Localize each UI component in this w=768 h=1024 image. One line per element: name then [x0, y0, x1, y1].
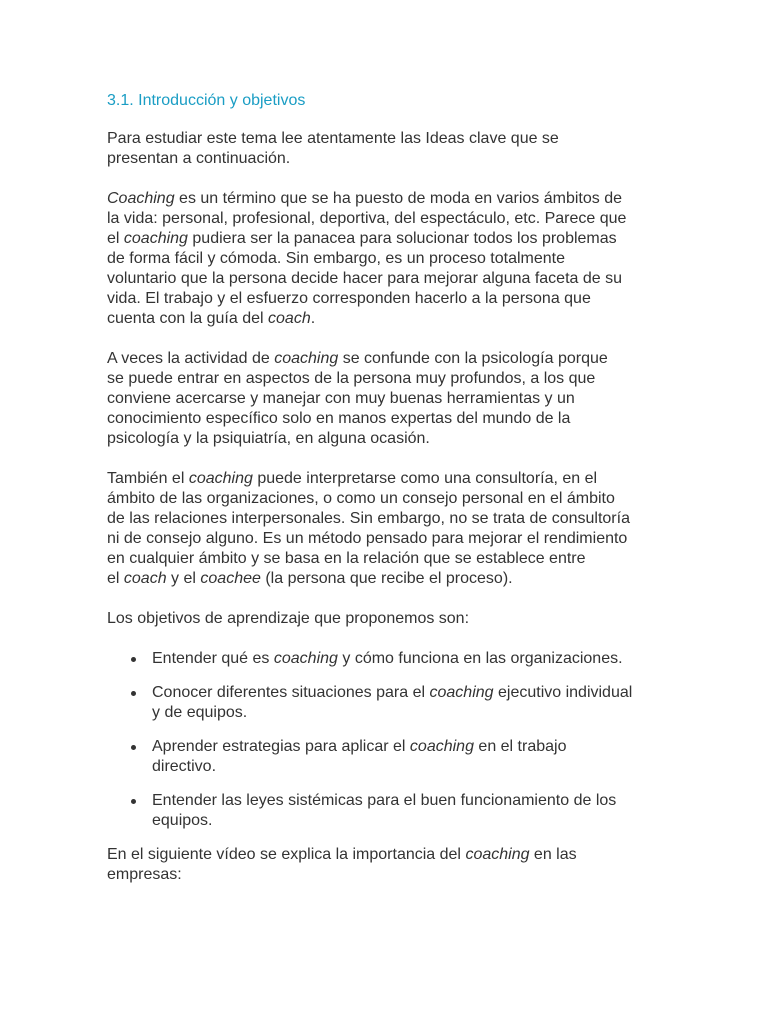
paragraph-line: ni de consejo alguno. Es un método pensado para mejorar el rendimiento — [107, 530, 628, 547]
coaching-definition-paragraph — [107, 189, 667, 329]
paragraph-line: de forma fácil y cómoda. Sin embargo, es un proceso totalmente — [107, 250, 566, 267]
document-content — [107, 91, 667, 905]
paragraph-line: en cualquier ámbito y se basa en la relación que se establece entre — [107, 550, 586, 567]
paragraph-line: voluntario que la persona decide hacer para mejorar alguna faceta de su — [107, 270, 622, 287]
intro-paragraph — [107, 129, 667, 169]
paragraph-line: psicología y la psiquiatría, en alguna ocasión. — [107, 430, 430, 447]
objectives-list — [107, 649, 667, 831]
paragraph-line: empresas: — [107, 866, 182, 883]
italic-term: coaching — [429, 684, 494, 701]
italic-term: coach — [123, 570, 167, 587]
paragraph-line: ámbito de las organizaciones, o como un consejo personal en el ámbito — [107, 490, 615, 507]
paragraph-line: A veces la actividad de coaching se confunde con la psicología porque — [107, 350, 608, 367]
italic-term: coach — [268, 310, 311, 327]
psychology-paragraph — [107, 349, 667, 449]
paragraph-line: vida. El trabajo y el esfuerzo corresponden hacerlo a la persona que — [107, 290, 591, 307]
italic-term: coaching — [273, 650, 338, 667]
italic-term: coaching — [123, 230, 188, 247]
list-item: Aprender estrategias para aplicar el coaching en el trabajo directivo. — [152, 737, 667, 777]
intro-line: presentan a continuación. — [107, 150, 291, 167]
list-item: Conocer diferentes situaciones para el coaching ejecutivo individual y de equipos. — [152, 683, 667, 723]
italic-term: coachee — [200, 570, 261, 587]
consulting-paragraph — [107, 469, 667, 589]
paragraph-line: Coaching es un término que se ha puesto de moda en varios ámbitos de — [107, 190, 622, 207]
section-heading: 3.1. Introducción y objetivos — [107, 92, 306, 109]
italic-term: coaching — [274, 350, 339, 367]
paragraph-line: conocimiento específico solo en manos expertas del mundo de la — [107, 410, 571, 427]
italic-term: coaching — [465, 846, 530, 863]
objectives-intro: Los objetivos de aprendizaje que proponemos son: — [107, 610, 470, 627]
paragraph-line: de las relaciones interpersonales. Sin embargo, no se trata de consultoría — [107, 510, 630, 527]
paragraph-line: cuenta con la guía del coach. — [107, 310, 316, 327]
list-item: Entender las leyes sistémicas para el buen funcionamiento de los equipos. — [152, 791, 667, 831]
paragraph-line: En el siguiente vídeo se explica la importancia del coaching en las — [107, 846, 577, 863]
paragraph-line: se puede entrar en aspectos de la persona muy profundos, a los que — [107, 370, 596, 387]
paragraph-line: conviene acercarse y manejar con muy buenas herramientas y un — [107, 390, 575, 407]
video-intro-paragraph — [107, 845, 667, 885]
paragraph-line: el coaching pudiera ser la panacea para solucionar todos los problemas — [107, 230, 617, 247]
italic-term: coaching — [188, 470, 253, 487]
paragraph-line: el coach y el coachee (la persona que recibe el proceso). — [107, 570, 513, 587]
intro-line: Para estudiar este tema lee atentamente las Ideas clave que se — [107, 130, 559, 147]
italic-term: Coaching — [107, 190, 175, 207]
italic-term: coaching — [409, 738, 474, 755]
paragraph-line: la vida: personal, profesional, deportiva, del espectáculo, etc. Parece que — [107, 210, 627, 227]
list-item: Entender qué es coaching y cómo funciona en las organizaciones. — [152, 649, 667, 669]
paragraph-line: También el coaching puede interpretarse como una consultoría, en el — [107, 470, 598, 487]
